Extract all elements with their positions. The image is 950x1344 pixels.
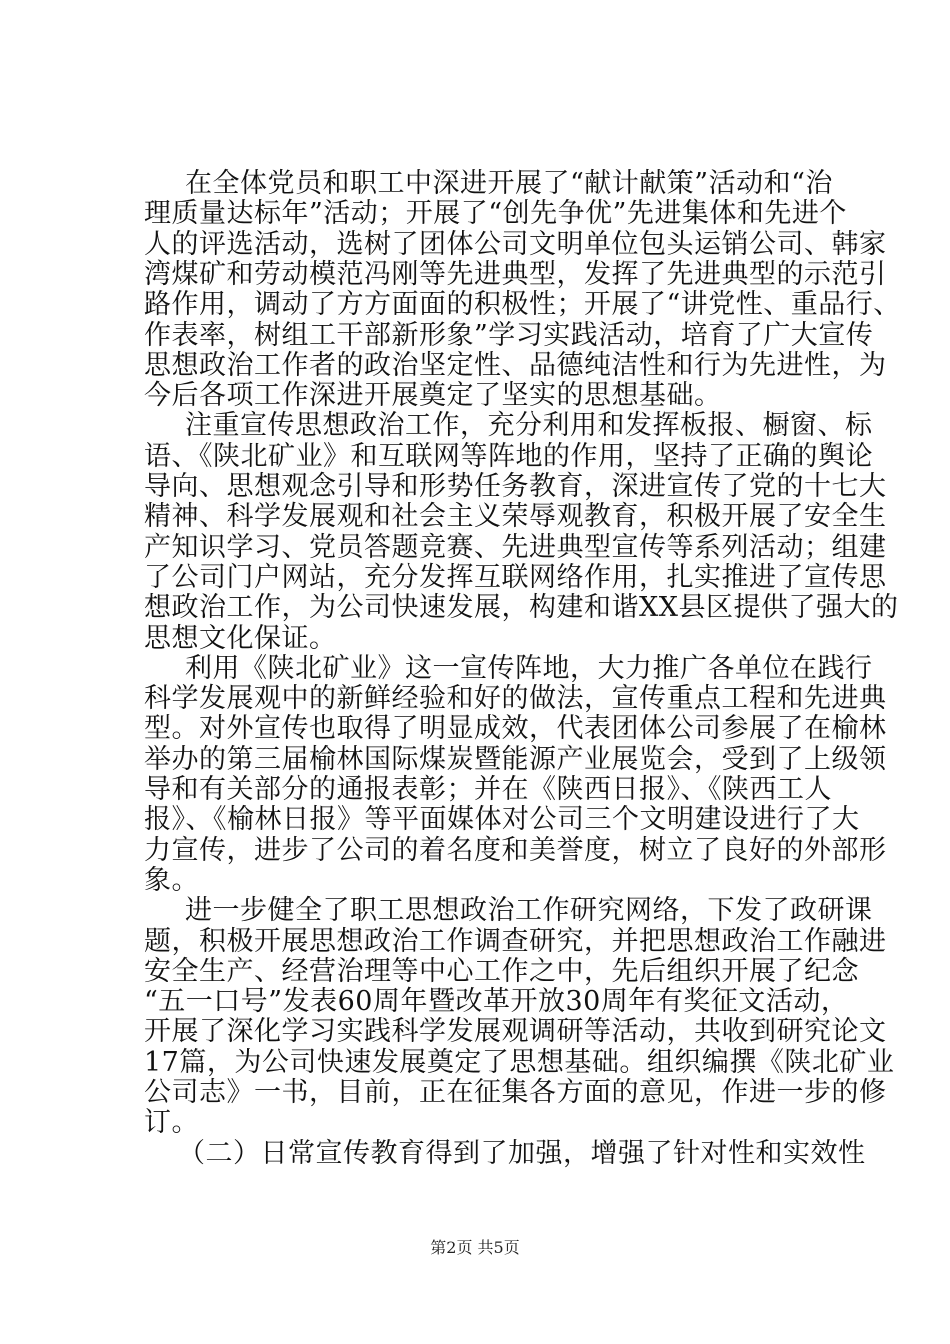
text-line: 注重宣传思想政治工作，充分利用和发挥板报、橱窗、标 bbox=[185, 410, 873, 441]
text-line: 作表率，树组工干部新形象”学习实践活动，培育了广大宣传 bbox=[144, 320, 874, 351]
text-line: 了公司门户网站，充分发挥互联网络作用，扎实推进了宣传思 bbox=[144, 562, 887, 593]
text-line: 订。 bbox=[144, 1107, 199, 1138]
text-line: 公司志》一书，目前，正在征集各方面的意见，作进一步的修 bbox=[144, 1077, 887, 1108]
text-line: 科学发展观中的新鲜经验和好的做法，宣传重点工程和先进典 bbox=[144, 683, 887, 714]
text-line: 路作用，调动了方方面面的积极性；开展了“讲党性、重品行、 bbox=[144, 289, 901, 320]
text-line: “五一口号”发表60周年暨改革开放30周年有奖征文活动， bbox=[144, 986, 849, 1017]
text-line: 开展了深化学习实践科学发展观调研等活动，共收到研究论文 bbox=[144, 1016, 887, 1047]
text-line: 在全体党员和职工中深进开展了“献计献策”活动和“治 bbox=[185, 168, 833, 199]
text-line: 进一步健全了职工思想政治工作研究网络，下发了政研课 bbox=[185, 895, 873, 926]
text-line: 题，积极开展思想政治工作调查研究，并把思想政治工作融进 bbox=[144, 926, 887, 957]
text-line: 精神、科学发展观和社会主义荣辱观教育，积极开展了安全生 bbox=[144, 501, 887, 532]
text-line: 思想文化保证。 bbox=[144, 623, 337, 654]
text-line: （二）日常宣传教育得到了加强，增强了针对性和实效性 bbox=[178, 1138, 866, 1169]
text-line: 理质量达标年”活动；开展了“创先争优”先进集体和先进个 bbox=[144, 198, 847, 229]
page-footer: 第2页 共5页 bbox=[430, 1238, 520, 1257]
text-line: 产知识学习、党员答题竞赛、先进典型宣传等系列活动；组建 bbox=[144, 532, 887, 563]
text-line: 力宣传，进步了公司的着名度和美誉度，树立了良好的外部形 bbox=[144, 835, 887, 866]
text-line: 举办的第三届榆林国际煤炭暨能源产业展览会，受到了上级领 bbox=[144, 744, 887, 775]
text-line: 17篇，为公司快速发展奠定了思想基础。组织编撰《陕北矿业 bbox=[144, 1047, 895, 1078]
text-line: 人的评选活动，选树了团体公司文明单位包头运销公司、韩家 bbox=[144, 229, 887, 260]
text-line: 报》、《榆林日报》等平面媒体对公司三个文明建设进行了大 bbox=[144, 804, 860, 835]
text-line: 语、《陕北矿业》和互联网等阵地的作用，坚持了正确的舆论 bbox=[144, 441, 873, 472]
text-line: 导和有关部分的通报表彰；并在《陕西日报》、《陕西工人 bbox=[144, 774, 832, 805]
text-line: 思想政治工作者的政治坚定性、品德纯洁性和行为先进性，为 bbox=[144, 350, 887, 381]
text-line: 安全生产、经营治理等中心工作之中，先后组织开展了纪念 bbox=[144, 956, 859, 987]
text-line: 导向、思想观念引导和形势任务教育，深进宣传了党的十七大 bbox=[144, 471, 887, 502]
text-line: 想政治工作，为公司快速发展，构建和谐XX县区提供了强大的 bbox=[144, 592, 899, 623]
text-line: 利用《陕北矿业》这一宣传阵地，大力推广各单位在践行 bbox=[185, 653, 873, 684]
text-line: 型。对外宣传也取得了明显成效，代表团体公司参展了在榆林 bbox=[144, 713, 887, 744]
text-line: 湾煤矿和劳动模范冯刚等先进典型，发挥了先进典型的示范引 bbox=[144, 259, 887, 290]
text-line: 今后各项工作深进开展奠定了坚实的思想基础。 bbox=[144, 380, 722, 411]
text-line: 象。 bbox=[144, 865, 199, 896]
